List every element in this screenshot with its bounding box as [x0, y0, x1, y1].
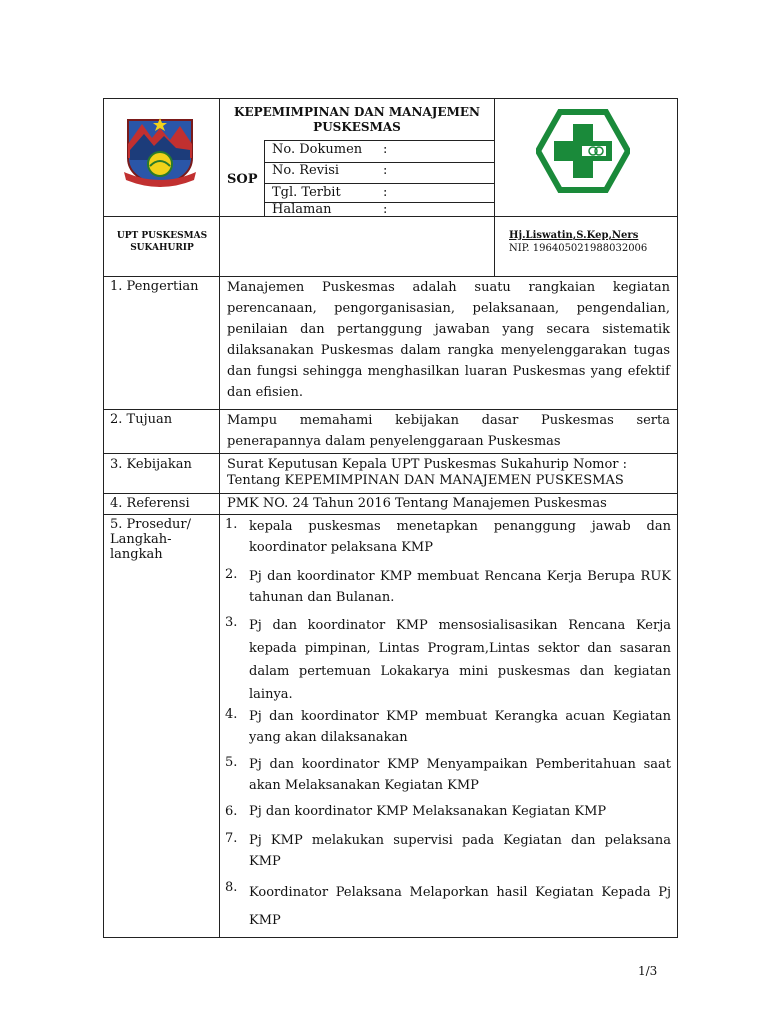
field-no-dokumen: No. Dokumen [272, 142, 363, 157]
step-number: 1. [225, 517, 238, 532]
signer-nip: NIP. 196405021988032006 [509, 243, 648, 254]
section-label-pengertian: 1. Pengertian [110, 279, 199, 294]
step-number: 8. [225, 880, 238, 895]
field-tgl-terbit: Tgl. Terbit [272, 185, 341, 200]
step-text: Koordinator Pelaksana Melaporkan hasil Kegiatan Kepada Pj KMP [249, 885, 671, 928]
step-text: Pj dan koordinator KMP Melaksanakan Kegiatan KMP [249, 804, 607, 819]
step-text: kepala puskesmas menetapkan penanggung jawab dan koordinator pelaksana KMP [249, 519, 671, 555]
step-text: Pj dan koordinator KMP Menyampaikan Pemberitahuan saat akan Melaksanakan Kegiatan KMP [249, 757, 671, 793]
section-label-referensi: 4. Referensi [110, 496, 190, 511]
section-text-referensi: PMK NO. 24 Tahun 2016 Tentang Manajemen Puskesmas [227, 496, 607, 511]
field-no-revisi: No. Revisi [272, 163, 340, 178]
section-label-kebijakan: 3. Kebijakan [110, 457, 192, 472]
step-number: 7. [225, 831, 238, 846]
signer-name: Hj.Liswatin,S.Kep,Ners [509, 230, 639, 241]
page-number: 1/3 [638, 964, 658, 978]
step-text: Pj KMP melakukan supervisi pada Kegiatan dan pelaksana KMP [249, 833, 671, 869]
regional-emblem-logo [120, 110, 200, 190]
sop-label: SOP [227, 172, 258, 187]
step-number: 3. [225, 615, 238, 630]
field-halaman: Halaman [272, 202, 332, 217]
step-number: 4. [225, 707, 238, 722]
section-label-tujuan: 2. Tujuan [110, 412, 173, 427]
puskesmas-logo [536, 108, 630, 194]
field-no-dokumen-sep: : [383, 142, 388, 157]
field-halaman-sep: : [383, 202, 388, 217]
field-tgl-terbit-sep: : [383, 185, 388, 200]
section-text-pengertian: Manajemen Puskesmas adalah suatu rangkaian kegiatan perencanaan, pengorganisasian, pelaksanaan, pengendalian, penilaian dan pertanggung jawaban yang secara sistematik dilaksanakan Puskesmas dalam rangka menyelenggarakan tugas dan fungsi sehingga menghasilkan luaran Puskesmas yang efektif dan efisien. [227, 280, 670, 400]
step-number: 2. [225, 567, 238, 582]
field-no-revisi-sep: : [383, 163, 388, 178]
step-number: 5. [225, 755, 238, 770]
section-text-kebijakan-line1: Surat Keputusan Kepala UPT Puskesmas Sukahurip Nomor : [227, 457, 628, 472]
document-title: KEPEMIMPINAN DAN MANAJEMEN PUSKESMAS [234, 105, 480, 134]
step-text: Pj dan koordinator KMP membuat Kerangka acuan Kegiatan yang akan dilaksanakan [249, 709, 671, 745]
step-number: 6. [225, 804, 238, 819]
section-text-tujuan: Mampu memahami kebijakan dasar Puskesmas serta penerapannya dalam penyelenggaraan Puskesmas [227, 413, 670, 449]
step-text: Pj dan koordinator KMP mensosialisasikan Rencana Kerja kepada pimpinan, Lintas Program,Lintas sektor dan sasaran dalam pertemuan Lokakarya mini puskesmas dan kegiatan lainya. [249, 618, 671, 702]
section-label-prosedur: 5. Prosedur/ Langkah-langkah [110, 517, 191, 562]
step-text: Pj dan koordinator KMP membuat Rencana Kerja Berupa RUK tahunan dan Bulanan. [249, 569, 671, 605]
org-name: UPT PUSKESMAS SUKAHURIP [116, 231, 208, 253]
section-text-kebijakan-line2: Tentang KEPEMIMPINAN DAN MANAJEMEN PUSKESMAS [227, 473, 624, 488]
